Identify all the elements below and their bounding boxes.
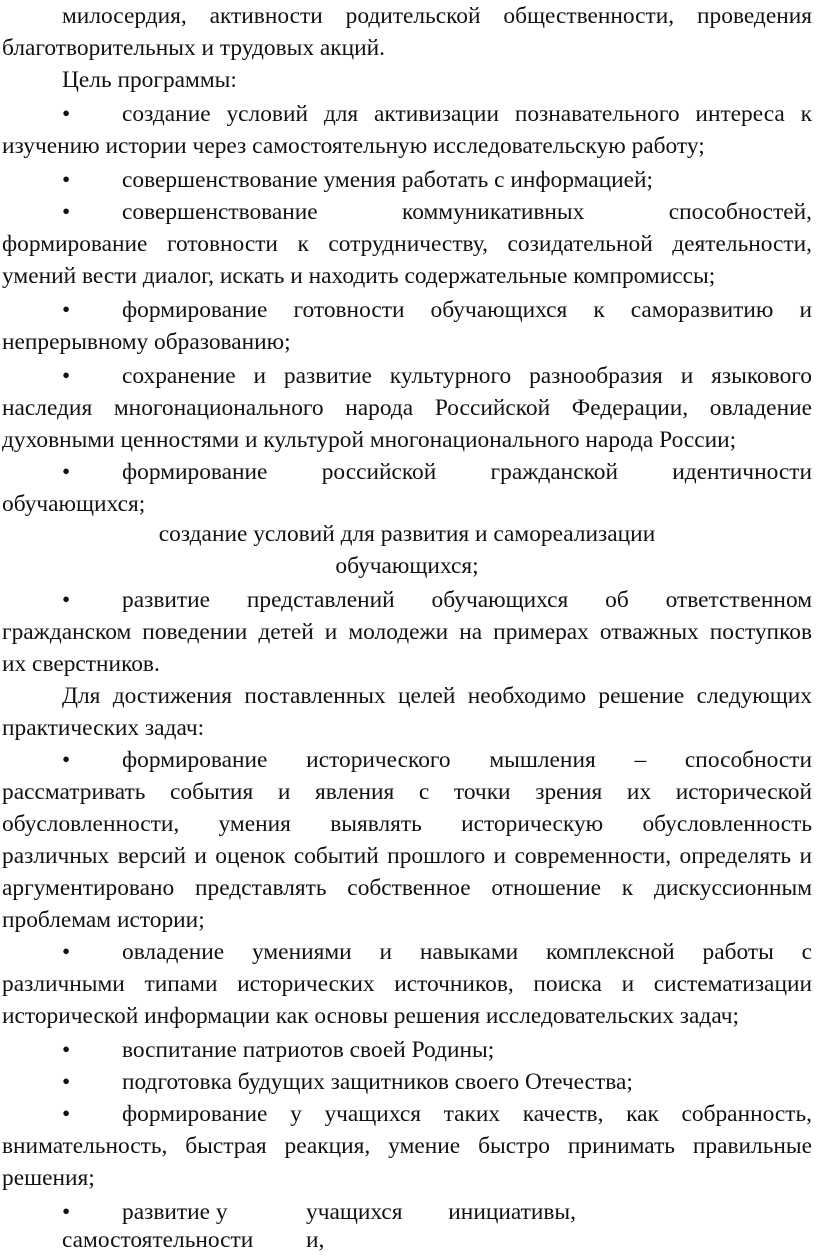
bullet-item — [62, 360, 812, 392]
centered-text: создание условий для развития и самореализации — [158, 521, 656, 547]
bullet-text: формирование российской гражданской идентичности — [122, 459, 812, 485]
bullet-icon: • — [62, 167, 71, 193]
bullet-item — [62, 294, 812, 326]
bullet-text: сохранение и развитие культурного разнообразия и языкового — [122, 363, 812, 389]
text-line: гражданском поведении детей и молодежи на примерах отважных поступков — [2, 619, 812, 645]
bullet-icon: • — [62, 459, 71, 485]
text-line: изучению истории через самостоятельную исследовательскую работу; — [2, 133, 705, 159]
bullet-item — [62, 584, 812, 616]
text-line: решения; — [2, 1165, 95, 1191]
bullet-text: совершенствование коммуникативных способностей, — [122, 199, 812, 225]
bullet-text: создание условий для активизации познавательного интереса к — [122, 101, 812, 127]
text-line: наследия многонационального народа Российской Федерации, овладение — [2, 395, 812, 421]
bullet-text: овладение умениями и навыками комплексной работы с — [122, 939, 812, 965]
text-line: рассматривать события и явления с точки зрения их исторической — [2, 779, 812, 805]
bullet-item — [62, 164, 812, 196]
bullet-text: подготовка будущих защитников своего Отечества; — [122, 1069, 633, 1095]
text-line: обусловленности, умения выявлять историческую обусловленность — [2, 811, 812, 837]
bullet-icon: • — [62, 363, 71, 389]
text-line: практических задач: — [2, 715, 205, 741]
bullet-item — [62, 1098, 812, 1130]
bullet-icon: • — [62, 101, 71, 127]
text-line: различными типами исторических источников, поиска и систематизации — [2, 971, 812, 997]
bullet-item — [62, 456, 812, 488]
bullet-text: развитие у — [122, 1199, 228, 1225]
text-line: их сверстников. — [2, 651, 160, 677]
bullet-icon: • — [62, 587, 71, 613]
bullet-icon: • — [62, 939, 71, 965]
text-line: обучающихся; — [335, 553, 479, 579]
paragraph-line: Для достижения поставленных целей необходимо решение следующих — [62, 683, 812, 709]
bullet-item — [62, 1066, 812, 1098]
text-fragment: и, — [306, 1227, 325, 1253]
text-line: духовными ценностями и культурой многонационального народа России; — [2, 427, 737, 453]
text-line: непрерывному образованию; — [2, 329, 291, 355]
text-line: обучающихся; — [2, 491, 146, 517]
text-line: проблемам истории; — [2, 907, 205, 933]
text-fragment: самостоятельности — [62, 1227, 254, 1253]
bullet-icon: • — [62, 747, 71, 773]
bullet-icon: • — [62, 1037, 71, 1063]
bullet-text: совершенствование умения работать с информацией; — [122, 167, 654, 193]
bullet-icon: • — [62, 1069, 71, 1095]
text-line: милосердия, активности родительской общественности, проведения — [62, 3, 812, 29]
bullet-text: формирование исторического мышления – способности — [122, 747, 812, 773]
text-fragment: учащихся инициативы, — [306, 1199, 576, 1225]
text-line: умений вести диалог, искать и находить содержательные компромиссы; — [2, 263, 716, 289]
bullet-icon: • — [62, 199, 71, 225]
bullet-item — [62, 98, 812, 130]
text-line: исторической информации как основы решения исследовательских задач; — [2, 1003, 740, 1029]
bullet-icon: • — [62, 1199, 71, 1225]
text-line: аргументировано представлять собственное отношение к дискуссионным — [2, 875, 812, 901]
text-line: формирование готовности к сотрудничеству, созидательной деятельности, — [2, 231, 812, 257]
bullet-text: формирование у учащихся таких качеств, как собранность, — [122, 1101, 812, 1127]
section-heading: Цель программы: — [62, 67, 237, 93]
bullet-item — [62, 936, 812, 968]
bullet-item — [62, 196, 812, 228]
centered-item — [2, 518, 812, 550]
bullet-text: формирование готовности обучающихся к саморазвитию и — [122, 297, 812, 323]
bullet-item — [62, 1034, 812, 1066]
bullet-text: развитие представлений обучающихся об ответственном — [122, 587, 812, 613]
bullet-text: воспитание патриотов своей Родины; — [122, 1037, 495, 1063]
bullet-item — [62, 744, 812, 776]
bullet-icon: • — [62, 297, 71, 323]
text-line: внимательность, быстрая реакция, умение быстро принимать правильные — [2, 1133, 812, 1159]
text-line: различных версий и оценок событий прошлого и современности, определять и — [2, 843, 812, 869]
text-line: благотворительных и трудовых акций. — [2, 35, 386, 61]
bullet-icon: • — [62, 1101, 71, 1127]
